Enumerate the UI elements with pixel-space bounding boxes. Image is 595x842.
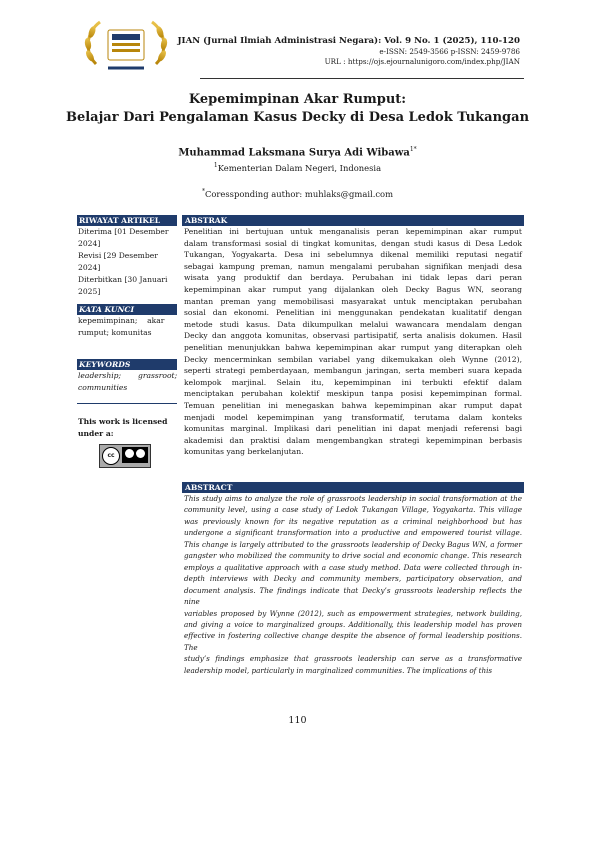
corresponding-text[interactable]: Coressponding author: muhlaks@gmail.com xyxy=(204,188,394,199)
author-superscript: 1* xyxy=(409,146,417,153)
corresponding-author xyxy=(0,188,595,199)
abstrak-body xyxy=(182,226,524,458)
abstract-line: Decky mencerminkan sembilan variabel yang dikemukakan oleh Wynne (2012), xyxy=(184,354,522,364)
corresponding-superscript: * xyxy=(201,188,205,195)
abstract-line: akademisi dan praktisi dalam mengembangkan strategi kepemimpinan berbasis xyxy=(184,435,522,445)
abstract-en-block xyxy=(182,482,524,676)
history-line: 2024] xyxy=(78,262,101,272)
affiliation xyxy=(0,162,595,173)
article-title xyxy=(0,91,595,127)
affiliation-text: Kementerian Dalam Negeri, Indonesia xyxy=(217,162,382,173)
abstract-line: Decky dan anggota komunitas, observasi partisipatif, serta analisis dokumen. Hasil xyxy=(184,331,522,341)
journal-url[interactable]: URL : https://ojs.ejournalunigoro.com/index.php/JIAN xyxy=(324,57,520,66)
abstract-line: sosial dan ekonomi. Penelitian ini menggunakan pendekatan kualitatif dengan xyxy=(184,308,522,318)
abstract-line: study’s findings emphasize that grassroots leadership can serve as a transformative xyxy=(184,654,522,664)
abstract-line: Penelitian ini bertujuan untuk menganalisis peran kepemimpinan akar rumput xyxy=(184,227,522,236)
author-text: Muhammad Laksmana Surya Adi Wibawa xyxy=(178,147,410,159)
abstract-line: mantan preman yang memobilisasi masyarakat untuk menciptakan perubahan xyxy=(184,296,522,306)
license-line: This work is licensed xyxy=(78,417,168,427)
abstract-heading: ABSTRACT xyxy=(182,482,524,493)
history-body xyxy=(77,226,177,297)
by-sa-icon xyxy=(122,447,148,463)
abstract-line: This study aims to analyze the role of grassroots leadership in social transformation at the xyxy=(184,494,522,503)
history-line: 2025] xyxy=(78,286,101,296)
abstract-line: metode studi kasus. Data dikumpulkan melalui wawancara mendalam dengan xyxy=(184,319,522,329)
spacer xyxy=(77,339,177,359)
abstract-line: and giving a voice to marginalized groups. Additionally, this leadership model has proven xyxy=(184,619,522,629)
author-name xyxy=(0,146,595,158)
journal-logo xyxy=(78,12,174,78)
abstract-line: Tukangan, Yogyakarta. Desa ini sebelumnya dikenal memiliki reputasi negatif xyxy=(184,250,522,260)
spacer xyxy=(77,297,177,304)
abstract-line: Temuan penelitian ini menegaskan bahwa kepemimpinan akar rumput dapat xyxy=(184,400,522,410)
abstract-line: depth interviews with Decky and community members, participatory observation, and xyxy=(184,574,522,584)
abstract-column xyxy=(182,215,524,675)
abstract-line: was previously known for its negative reputation as a criminal neighborhood but has xyxy=(184,516,522,526)
abstract-line: komunitas marginal. Implikasi dari penelitian ini dapat menjadi referensi bagi xyxy=(184,424,522,434)
abstract-line: undergone a significant transformation into a productive and empowered tourist village. xyxy=(184,528,522,538)
license-line: under a: xyxy=(78,428,114,438)
jian-wreath-logo-icon xyxy=(78,12,174,78)
abstract-line: kelompok marjinal. Selain itu, kepemimpinan ini terbukti efektif dalam xyxy=(184,377,522,387)
abstract-line: effective in fostering collective change despite the absence of formal leadership positions. The xyxy=(184,631,522,652)
kata-kunci-line: kepemimpinan; akar xyxy=(78,316,165,326)
abstract-line: gangster who mobilized the community to drive social and economic change. This research xyxy=(184,551,522,561)
abstract-line: variables proposed by Wynne (2012), such as empowerment strategies, network building, xyxy=(184,608,522,618)
journal-citation: JIAN (Jurnal Ilmiah Administrasi Negara): Vol. 9 No. 1 (2025), 110-120 xyxy=(177,36,520,46)
journal-issn: e-ISSN: 2549-3566 p-ISSN: 2459-9786 xyxy=(379,47,520,56)
abstract-line: This change is largely attributed to the grassroots leadership of Decky Bagus WN, a former xyxy=(184,539,522,549)
kata-kunci-body xyxy=(77,315,177,339)
header-divider xyxy=(200,78,524,79)
by-icon xyxy=(125,449,134,458)
affiliation-superscript: 1 xyxy=(213,162,218,169)
title-line-1: Kepemimpinan Akar Rumput: xyxy=(188,92,407,107)
abstract-line: leadership model, particularly in marginalized communities. The implications of this xyxy=(184,665,493,675)
abstract-line: sebagai kampung preman, namun mengalami perubahan signifikan menjadi desa xyxy=(184,261,522,271)
cc-icon: cc xyxy=(102,447,120,465)
history-line: 2024] xyxy=(78,238,101,248)
page-number: 110 xyxy=(288,715,307,726)
abstract-line: seperti strategi pemberdayaan, membangun jaringan, serta memberi suara kepada xyxy=(184,366,522,376)
history-line: Revisi [29 Desember xyxy=(78,250,158,260)
abstract-line: community level, using a case study of Ledok Tukangan Village, Yogyakarta. This village xyxy=(184,505,522,515)
keywords-body xyxy=(77,370,177,394)
abstract-line: menjadi model kepemimpinan yang transformatif, terutama dalam konteks xyxy=(184,412,522,422)
history-line: Diterbitkan [30 Januari xyxy=(78,274,168,284)
spacer xyxy=(77,404,177,416)
history-line: Diterima [01 Desember xyxy=(78,227,169,236)
license-text xyxy=(77,416,177,440)
article-sidebar xyxy=(77,215,177,468)
kata-kunci-line: rumput; komunitas xyxy=(78,328,152,338)
abstract-line: menciptakan perubahan kolektif meskipun tanpa posisi kepemimpinan formal. xyxy=(184,389,522,399)
abstract-line: dalam transformasi sosial di tingkat komunitas, dengan studi kasus di Desa Ledok xyxy=(184,238,522,248)
abstract-line: document analysis. The findings indicate that Decky’s grassroots leadership reflects the nine xyxy=(184,585,522,607)
abstract-line: komunitas yang berkelanjutan. xyxy=(184,447,304,457)
abstract-line: employs a qualitative approach with a case study method. Data were collected through in- xyxy=(184,562,522,572)
journal-header xyxy=(177,36,520,66)
abstract-line: kepemimpinan akar rumput yang dijalankan oleh Decky Bagus WN, seorang xyxy=(184,284,522,294)
abstrak-heading: ABSTRAK xyxy=(182,215,524,226)
keywords-heading: KEYWORDS xyxy=(77,359,177,370)
keywords-line: leadership; grassroot; xyxy=(78,371,178,381)
history-heading: RIWAYAT ARTIKEL xyxy=(77,215,177,226)
abstract-line: penelitian menunjukkan bahwa kepemimpinan akar rumput yang diterapkan oleh xyxy=(184,342,522,352)
title-line-2: Belajar Dari Pengalaman Kasus Decky di Desa Ledok Tukangan xyxy=(65,110,530,125)
abstract-body xyxy=(182,493,524,676)
keywords-line: communities xyxy=(78,383,128,393)
cc-by-sa-license-badge[interactable] xyxy=(99,444,151,468)
abstract-line: wisata yang produktif dan berdaya. Perubahan ini tidak lepas dari peran xyxy=(184,273,522,283)
kata-kunci-heading: KATA KUNCI xyxy=(77,304,177,315)
sa-icon xyxy=(136,449,145,458)
